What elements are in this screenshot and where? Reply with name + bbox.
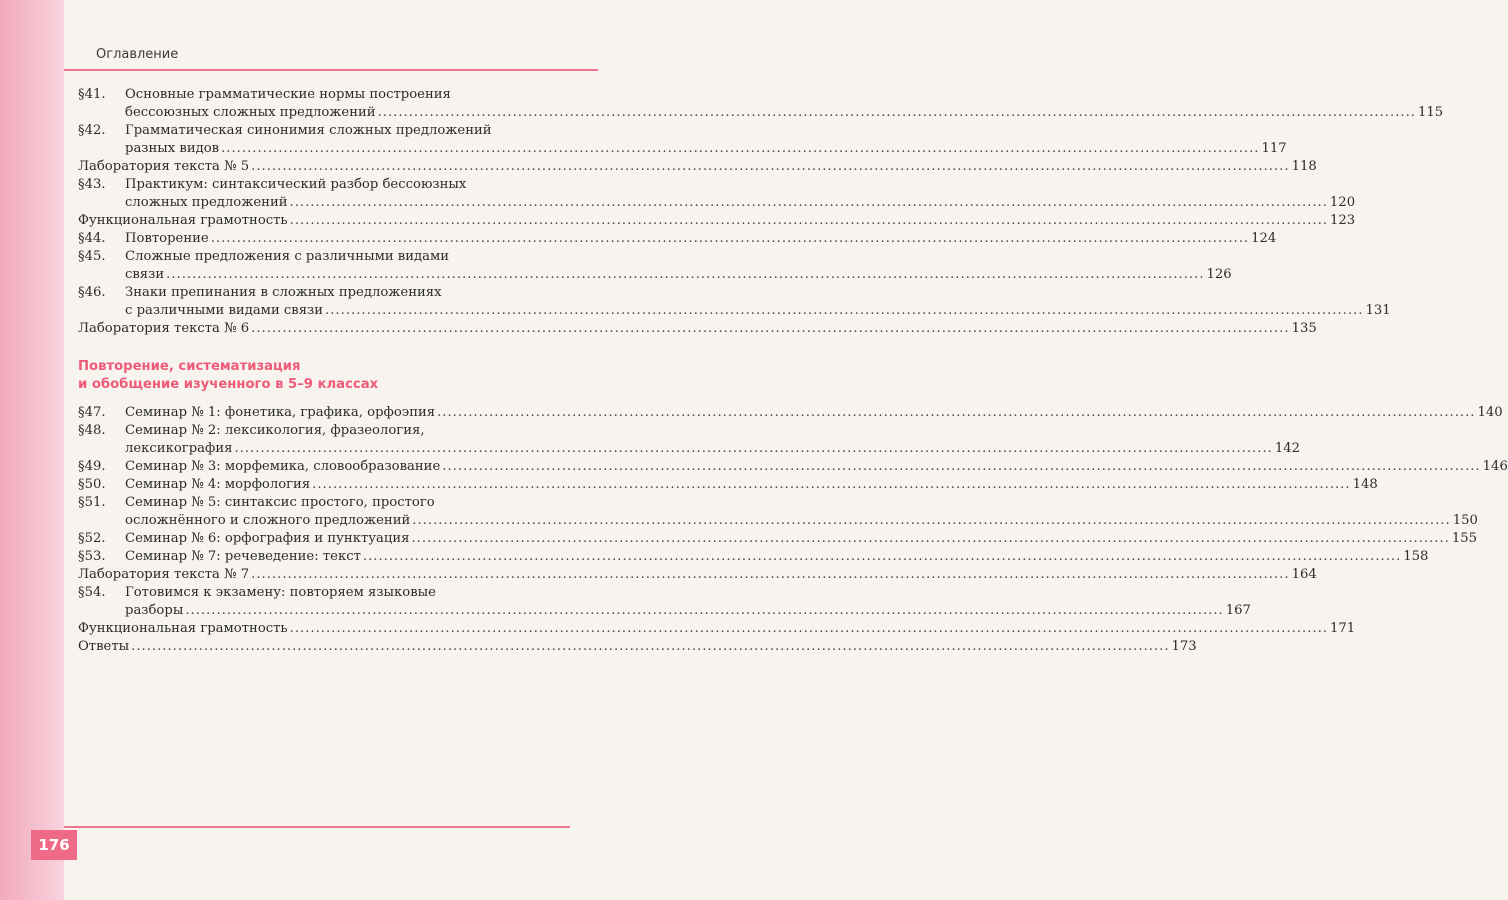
dot-leader: ........................................................................................................................................................................................................ xyxy=(289,621,1329,636)
toc-entry-page: 117 xyxy=(1261,141,1287,156)
toc-entry-number: §52. xyxy=(78,531,106,546)
toc-entry-page: 171 xyxy=(1330,621,1356,636)
page-number: 176 xyxy=(31,830,77,860)
toc-entry xyxy=(78,584,1251,620)
toc-entry-number: §42. xyxy=(78,123,106,138)
toc-entry xyxy=(78,320,1317,338)
toc-entry xyxy=(78,248,1232,284)
toc-entry-number: §44. xyxy=(78,231,106,246)
dot-leader: ........................................................................................................................................................................................................ xyxy=(221,141,1260,156)
toc-entry-number: §51. xyxy=(78,495,106,510)
toc-entry-number: §47. xyxy=(78,405,106,420)
toc-entry-title: бессоюзных сложных предложений xyxy=(125,105,376,120)
toc-entry xyxy=(78,158,1317,176)
toc-entry-page: 135 xyxy=(1291,321,1317,336)
dot-leader: ........................................................................................................................................................................................................ xyxy=(362,549,1402,564)
toc-entry xyxy=(78,476,1378,494)
section-heading xyxy=(78,358,570,394)
dot-leader: ........................................................................................................................................................................................................ xyxy=(166,267,1205,282)
toc-entry-page: 158 xyxy=(1403,549,1429,564)
dot-leader: ........................................................................................................................................................................................................ xyxy=(251,567,1290,582)
dot-leader: ........................................................................................................................................................................................................ xyxy=(412,513,1451,528)
toc-entry xyxy=(78,422,1300,458)
toc-entry-number: §49. xyxy=(78,459,106,474)
section-heading-line1: Повторение, систематизация xyxy=(78,359,301,374)
toc-entry-title: Лаборатория текста № 7 xyxy=(78,567,250,582)
toc-entry xyxy=(78,404,1503,422)
dot-leader: ........................................................................................................................................................................................................ xyxy=(251,159,1290,174)
toc-list-bottom xyxy=(78,404,1508,656)
toc-entry xyxy=(78,86,1444,122)
toc-entry-title: Семинар № 7: речеведение: текст xyxy=(125,549,361,564)
toc-entry xyxy=(78,176,1356,212)
header-rule xyxy=(64,69,598,71)
running-header: Оглавление xyxy=(96,47,179,62)
toc-entry-number: §53. xyxy=(78,549,106,564)
toc-entry-page: 124 xyxy=(1251,231,1277,246)
toc-entry xyxy=(78,494,1478,530)
toc-entry-page: 148 xyxy=(1352,477,1378,492)
toc-entry-page: 140 xyxy=(1477,405,1503,420)
toc-entry-title: связи xyxy=(125,267,165,282)
dot-leader: ........................................................................................................................................................................................................ xyxy=(437,405,1476,420)
toc-entry-title: Семинар № 3: морфемика, словообразование xyxy=(125,459,441,474)
toc-entry xyxy=(78,458,1508,476)
toc-entry-title: Практикум: синтаксический разбор бессоюзных xyxy=(125,177,467,192)
toc-entry-page: 126 xyxy=(1206,267,1232,282)
toc-entry-title: Грамматическая синонимия сложных предложений xyxy=(125,123,492,138)
toc-entry-title: Лаборатория текста № 6 xyxy=(78,321,250,336)
toc-entry-title: Семинар № 2: лексикология, фразеология, xyxy=(125,423,425,438)
dot-leader: ........................................................................................................................................................................................................ xyxy=(210,231,1250,246)
toc-entry-title: Ответы xyxy=(78,639,130,654)
dot-leader: ........................................................................................................................................................................................................ xyxy=(185,603,1224,618)
toc-entry-title: Функциональная грамотность xyxy=(78,213,288,228)
dot-leader: ........................................................................................................................................................................................................ xyxy=(312,477,1351,492)
toc-entry xyxy=(78,284,1391,320)
toc-entry-page: 167 xyxy=(1225,603,1251,618)
toc-entry xyxy=(78,122,1287,158)
toc-entry-title: Готовимся к экзамену: повторяем языковые xyxy=(125,585,436,600)
section-heading-line2: и обобщение изученного в 5–9 классах xyxy=(78,377,379,392)
toc-entry-title: разборы xyxy=(125,603,184,618)
toc-entry-page: 150 xyxy=(1452,513,1478,528)
dot-leader: ........................................................................................................................................................................................................ xyxy=(234,441,1273,456)
toc-entry-page: 118 xyxy=(1291,159,1317,174)
dot-leader: ........................................................................................................................................................................................................ xyxy=(325,303,1364,318)
toc-entry-number: §43. xyxy=(78,177,106,192)
toc-entry xyxy=(78,620,1356,638)
toc-entry-title: осложнённого и сложного предложений xyxy=(125,513,411,528)
toc-entry xyxy=(78,230,1277,248)
toc-entry xyxy=(78,530,1478,548)
dot-leader: ........................................................................................................................................................................................................ xyxy=(411,531,1450,546)
toc-entry-title: разных видов xyxy=(125,141,220,156)
toc-entry-title: Семинар № 5: синтаксис простого, простого xyxy=(125,495,435,510)
toc-entry-number: §45. xyxy=(78,249,106,264)
dot-leader: ........................................................................................................................................................................................................ xyxy=(251,321,1290,336)
toc-entry-number: §54. xyxy=(78,585,106,600)
toc-entry-title: Семинар № 4: морфология xyxy=(125,477,311,492)
toc-entry-page: 131 xyxy=(1365,303,1391,318)
toc-entry-page: 142 xyxy=(1274,441,1300,456)
toc-entry-title: Знаки препинания в сложных предложениях xyxy=(125,285,442,300)
toc-entry-title: сложных предложений xyxy=(125,195,288,210)
dot-leader: ........................................................................................................................................................................................................ xyxy=(131,639,1170,654)
toc-entry-page: 173 xyxy=(1171,639,1197,654)
toc-entry-title: Лаборатория текста № 5 xyxy=(78,159,250,174)
dot-leader: ........................................................................................................................................................................................................ xyxy=(289,195,1328,210)
toc-entry xyxy=(78,566,1317,584)
table-of-contents xyxy=(78,86,1508,656)
toc-entry-number: §46. xyxy=(78,285,106,300)
toc-entry-title: Функциональная грамотность xyxy=(78,621,288,636)
toc-entry-number: §50. xyxy=(78,477,106,492)
toc-entry-page: 155 xyxy=(1451,531,1478,546)
left-color-band xyxy=(0,0,64,900)
toc-entry-page: 123 xyxy=(1330,213,1356,228)
toc-list-top xyxy=(78,86,1444,338)
toc-entry-number: §48. xyxy=(78,423,106,438)
toc-entry-title: Сложные предложения с различными видами xyxy=(125,249,450,264)
dot-leader: ........................................................................................................................................................................................................ xyxy=(377,105,1416,120)
footer-rule xyxy=(64,826,570,828)
toc-entry-number: §41. xyxy=(78,87,106,102)
toc-entry xyxy=(78,638,1197,656)
toc-entry-title: Повторение xyxy=(125,231,209,246)
toc-entry xyxy=(78,212,1356,230)
dot-leader: ........................................................................................................................................................................................................ xyxy=(289,213,1329,228)
toc-entry-page: 146 xyxy=(1482,459,1508,474)
dot-leader: ........................................................................................................................................................................................................ xyxy=(442,459,1481,474)
toc-entry-title: с различными видами связи xyxy=(125,303,324,318)
toc-entry-title: Основные грамматические нормы построения xyxy=(125,87,451,102)
toc-entry-page: 115 xyxy=(1417,105,1444,120)
toc-entry-page: 120 xyxy=(1329,195,1356,210)
toc-entry-page: 164 xyxy=(1291,567,1317,582)
toc-entry-title: Семинар № 1: фонетика, графика, орфоэпия xyxy=(125,405,436,420)
toc-entry-title: Семинар № 6: орфография и пунктуация xyxy=(125,531,410,546)
toc-entry-title: лексикография xyxy=(125,441,233,456)
toc-entry xyxy=(78,548,1429,566)
